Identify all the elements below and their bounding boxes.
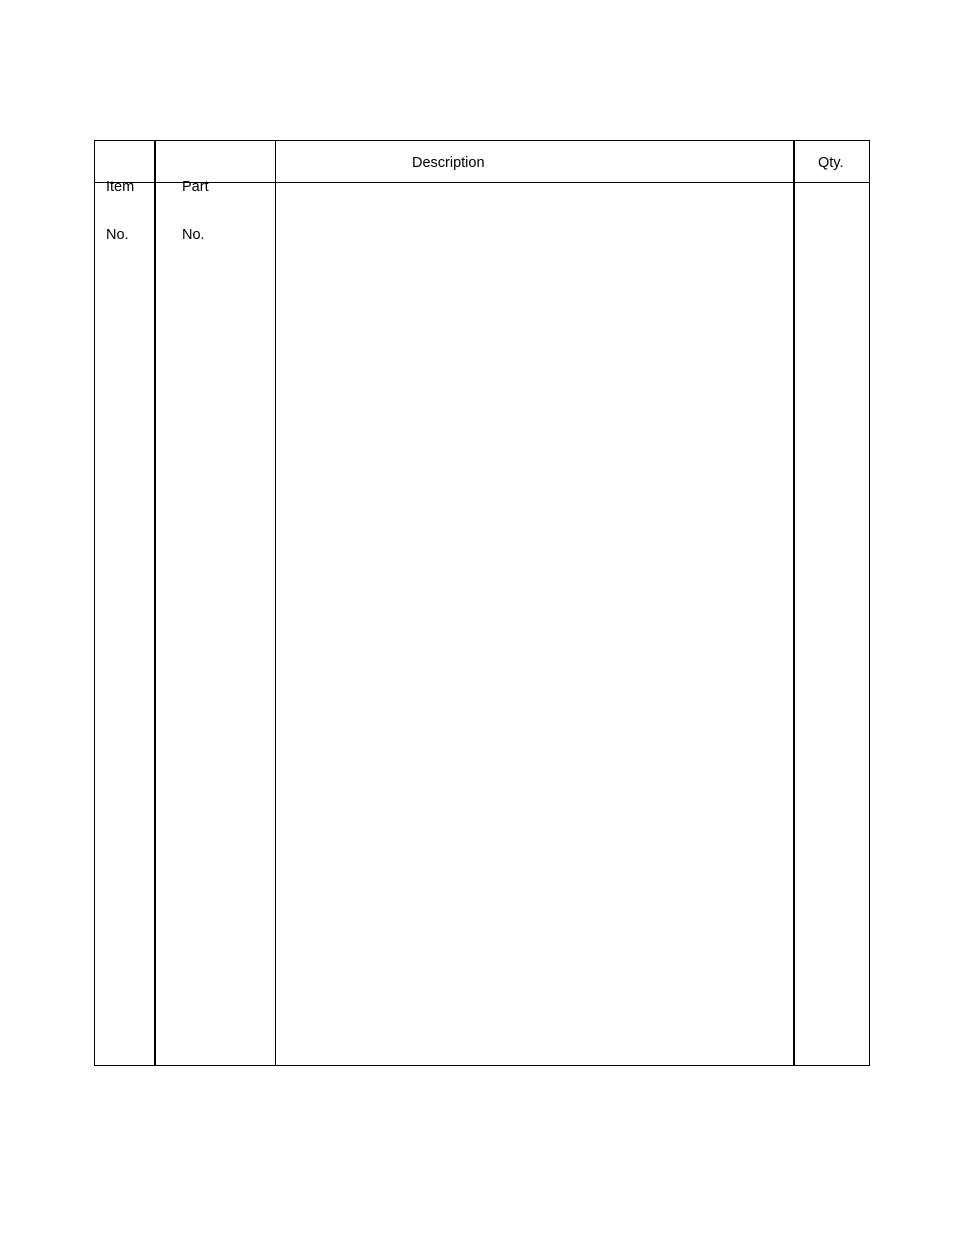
table-body (95, 184, 869, 1065)
header-part-no-line-2: No. (182, 227, 205, 243)
header-row-divider (95, 182, 869, 183)
header-description: Description (412, 155, 485, 171)
header-item-no-line-2: No. (106, 227, 129, 243)
parts-list-table (94, 140, 870, 1066)
header-item-no-line-1: Item (106, 179, 135, 195)
header-qty: Qty. (818, 155, 844, 171)
header-part-no-line-1: Part (182, 179, 209, 195)
